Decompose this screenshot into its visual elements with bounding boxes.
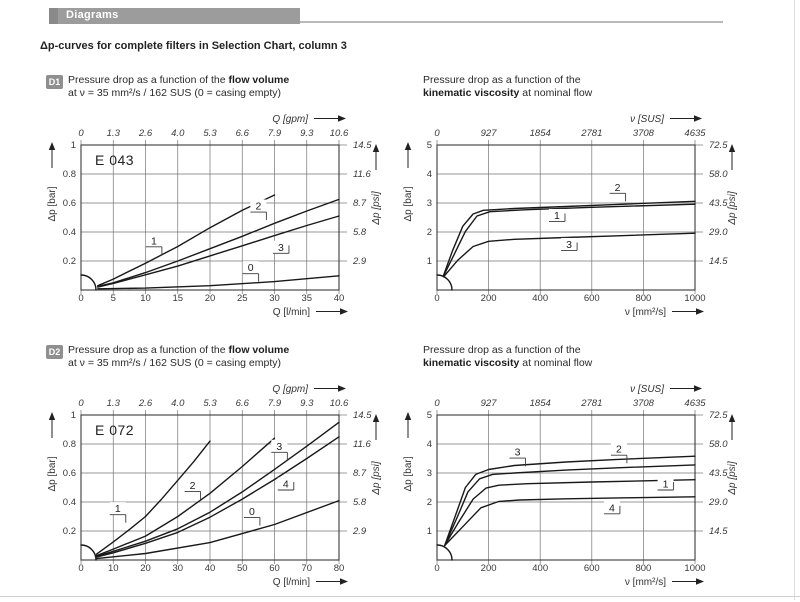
svg-text:1854: 1854 (529, 128, 551, 139)
svg-text:4635: 4635 (684, 398, 706, 409)
svg-text:0: 0 (78, 563, 84, 574)
svg-text:0: 0 (78, 398, 84, 409)
svg-text:0.4: 0.4 (62, 227, 76, 238)
svg-text:0.2: 0.2 (62, 256, 76, 267)
svg-text:0.4: 0.4 (62, 497, 76, 508)
svg-text:3708: 3708 (632, 398, 654, 409)
curve-4 (97, 437, 340, 557)
svg-text:3: 3 (514, 446, 521, 459)
svg-text:5: 5 (110, 293, 116, 304)
svg-text:58.0: 58.0 (709, 169, 728, 180)
svg-text:0: 0 (247, 262, 254, 275)
svg-text:3: 3 (566, 238, 573, 251)
header-rule (300, 21, 723, 23)
svg-text:Δp [bar]: Δp [bar] (47, 456, 58, 492)
svg-text:2.9: 2.9 (353, 526, 367, 537)
d1-right-heading (423, 74, 753, 100)
chart-d2-flow-volume (38, 382, 398, 597)
d1-left-heading-line2: at ν = 35 mm²/s / 162 SUS (0 = casing empty) (68, 87, 281, 99)
axis-arrow-icon (729, 144, 735, 170)
svg-text:1: 1 (70, 410, 76, 421)
section-header-bar (49, 8, 300, 24)
axis-arrow-icon (314, 115, 346, 121)
svg-text:800: 800 (635, 293, 652, 304)
svg-text:29.0: 29.0 (709, 227, 728, 238)
chart-svg-d1-flow (38, 112, 398, 327)
svg-text:0.2: 0.2 (62, 526, 76, 537)
curve-3 (97, 422, 340, 556)
d1-right-heading-line1: Pressure drop as a function of the (423, 74, 581, 86)
axis-arrow-icon (314, 385, 346, 391)
diagram-badge-d1: D1 (46, 75, 63, 89)
svg-text:Δp [psi]: Δp [psi] (371, 191, 382, 225)
svg-text:0: 0 (434, 293, 440, 304)
d1-left-heading-bold: flow volume (228, 74, 290, 86)
svg-text:600: 600 (583, 293, 600, 304)
svg-text:Q [l/min]: Q [l/min] (272, 577, 310, 588)
svg-text:400: 400 (532, 563, 549, 574)
svg-text:Δp [psi]: Δp [psi] (727, 191, 738, 225)
curve-2 (97, 438, 275, 556)
svg-text:7.9: 7.9 (267, 398, 282, 409)
diagram-badge-d2: D2 (46, 345, 63, 359)
d1-left-heading-pre: Pressure drop as a function of the (68, 74, 229, 86)
svg-text:9.3: 9.3 (300, 398, 314, 409)
svg-text:ν [SUS]: ν [SUS] (630, 114, 664, 125)
svg-text:4: 4 (426, 169, 432, 180)
svg-text:0.8: 0.8 (62, 169, 76, 180)
axis-arrow-icon (672, 308, 704, 314)
svg-text:14.5: 14.5 (709, 256, 728, 267)
svg-text:20: 20 (140, 563, 151, 574)
svg-text:Q [gpm]: Q [gpm] (272, 114, 308, 125)
svg-text:7.9: 7.9 (267, 128, 282, 139)
d2-left-heading-pre: Pressure drop as a function of the (68, 344, 229, 356)
svg-text:0.6: 0.6 (62, 468, 76, 479)
origin-arc (437, 275, 452, 290)
svg-text:4.0: 4.0 (171, 398, 185, 409)
svg-text:2: 2 (255, 200, 262, 213)
svg-text:Q [gpm]: Q [gpm] (272, 384, 308, 395)
svg-text:35: 35 (301, 293, 313, 304)
svg-text:20: 20 (204, 293, 216, 304)
svg-text:15: 15 (172, 293, 184, 304)
svg-text:4: 4 (426, 439, 432, 450)
curve-1 (445, 480, 695, 546)
svg-text:3: 3 (426, 468, 432, 479)
svg-text:800: 800 (635, 563, 652, 574)
svg-text:2.6: 2.6 (138, 128, 153, 139)
svg-text:6.6: 6.6 (235, 128, 249, 139)
svg-text:2781: 2781 (581, 128, 603, 139)
svg-text:14.5: 14.5 (353, 140, 372, 151)
axis-arrow-icon (49, 142, 55, 168)
origin-arc (437, 545, 452, 560)
svg-text:50: 50 (236, 563, 248, 574)
origin-arc (81, 545, 96, 560)
svg-text:2: 2 (615, 443, 622, 456)
curve-2 (445, 465, 695, 546)
svg-text:4: 4 (282, 478, 289, 491)
svg-text:0: 0 (434, 563, 440, 574)
svg-text:200: 200 (480, 293, 497, 304)
svg-text:400: 400 (532, 293, 549, 304)
svg-text:1854: 1854 (529, 398, 551, 409)
svg-text:Δp [bar]: Δp [bar] (403, 456, 414, 492)
svg-text:3708: 3708 (632, 128, 654, 139)
curve-2 (98, 199, 339, 286)
d1-right-heading-post: at nominal flow (519, 87, 593, 99)
svg-text:0.6: 0.6 (62, 198, 76, 209)
svg-text:10.6: 10.6 (329, 398, 349, 409)
svg-text:40: 40 (333, 293, 345, 304)
svg-text:ν [mm²/s]: ν [mm²/s] (624, 577, 666, 588)
svg-text:ν [mm²/s]: ν [mm²/s] (624, 307, 666, 318)
svg-text:1: 1 (150, 235, 157, 248)
d1-left-heading (68, 74, 398, 100)
chart-d1-flow-volume (38, 112, 398, 327)
d2-left-heading-bold: flow volume (228, 344, 290, 356)
d2-left-heading-line2: at ν = 35 mm²/s / 162 SUS (0 = casing empty) (68, 357, 281, 369)
page-subtitle: Δp-curves for complete filters in Selection Chart, column 3 (40, 40, 347, 52)
svg-text:80: 80 (333, 563, 345, 574)
svg-text:Δp [psi]: Δp [psi] (371, 461, 382, 495)
chart-svg-d2-flow (38, 382, 398, 597)
d2-right-heading (423, 344, 753, 370)
svg-text:ν [SUS]: ν [SUS] (630, 384, 664, 395)
svg-text:8.7: 8.7 (353, 468, 367, 479)
svg-text:4635: 4635 (684, 128, 706, 139)
d1-right-heading-bold: kinematic viscosity (423, 87, 520, 99)
svg-text:0: 0 (434, 398, 440, 409)
svg-text:10: 10 (107, 563, 119, 574)
svg-text:30: 30 (269, 293, 280, 304)
svg-text:1: 1 (554, 209, 560, 222)
svg-text:1: 1 (426, 256, 432, 267)
svg-text:14.5: 14.5 (353, 410, 372, 421)
axis-arrow-icon (672, 578, 704, 584)
svg-text:927: 927 (480, 398, 497, 409)
svg-text:25: 25 (236, 293, 248, 304)
svg-text:43.5: 43.5 (709, 198, 728, 209)
svg-text:1000: 1000 (684, 563, 706, 574)
svg-text:70: 70 (301, 563, 313, 574)
chart-svg-d2-viscosity (394, 382, 754, 597)
header-bar-accent (49, 8, 58, 24)
svg-text:3: 3 (276, 440, 283, 453)
svg-text:72.5: 72.5 (709, 140, 728, 151)
svg-text:2781: 2781 (581, 398, 603, 409)
svg-text:600: 600 (583, 563, 600, 574)
axis-arrow-icon (405, 412, 411, 438)
svg-text:4: 4 (609, 502, 615, 515)
svg-text:5.3: 5.3 (203, 398, 217, 409)
svg-text:E 072: E 072 (95, 422, 135, 438)
svg-text:5: 5 (426, 410, 432, 421)
axis-arrow-icon (373, 414, 379, 440)
plot-border (437, 415, 695, 560)
chart-d2-kinematic-viscosity (394, 382, 754, 597)
svg-text:6.6: 6.6 (235, 398, 249, 409)
svg-text:10.6: 10.6 (329, 128, 349, 139)
d2-right-heading-line1: Pressure drop as a function of the (423, 344, 581, 356)
svg-text:Δp [bar]: Δp [bar] (47, 186, 58, 222)
svg-text:200: 200 (480, 563, 497, 574)
svg-text:14.5: 14.5 (709, 526, 728, 537)
svg-text:58.0: 58.0 (709, 439, 728, 450)
svg-text:1.3: 1.3 (106, 128, 120, 139)
svg-text:927: 927 (480, 128, 497, 139)
svg-text:0: 0 (78, 293, 84, 304)
svg-text:11.6: 11.6 (353, 169, 371, 180)
d2-right-heading-bold: kinematic viscosity (423, 357, 520, 369)
svg-text:29.0: 29.0 (709, 497, 728, 508)
svg-text:Q [l/min]: Q [l/min] (272, 307, 310, 318)
svg-text:1000: 1000 (684, 293, 706, 304)
svg-text:Δp [psi]: Δp [psi] (727, 461, 738, 495)
svg-text:2.6: 2.6 (138, 398, 153, 409)
svg-text:4.0: 4.0 (171, 128, 185, 139)
svg-text:0: 0 (434, 128, 440, 139)
curve-4 (445, 497, 695, 546)
axis-arrow-icon (373, 144, 379, 170)
svg-text:Δp [bar]: Δp [bar] (403, 186, 414, 222)
svg-text:5.3: 5.3 (203, 128, 217, 139)
svg-text:1.3: 1.3 (106, 398, 120, 409)
chart-d1-kinematic-viscosity (394, 112, 754, 327)
svg-text:0.8: 0.8 (62, 439, 76, 450)
chart-svg-d1-viscosity (394, 112, 754, 327)
svg-text:8.7: 8.7 (353, 198, 367, 209)
svg-text:E 043: E 043 (95, 152, 135, 168)
svg-text:3: 3 (426, 198, 432, 209)
curve-0 (97, 501, 340, 559)
svg-text:10: 10 (140, 293, 151, 304)
svg-text:3: 3 (278, 241, 284, 254)
d2-left-heading (68, 344, 398, 370)
svg-text:0: 0 (249, 506, 255, 519)
axis-arrow-icon (670, 385, 702, 391)
svg-text:1: 1 (70, 140, 76, 151)
svg-text:2: 2 (614, 181, 621, 194)
svg-text:9.3: 9.3 (300, 128, 314, 139)
svg-text:40: 40 (204, 563, 216, 574)
svg-text:43.5: 43.5 (709, 468, 728, 479)
svg-text:2.9: 2.9 (353, 256, 367, 267)
svg-text:1: 1 (662, 478, 669, 491)
page-title: Diagrams (66, 9, 119, 21)
svg-text:5.8: 5.8 (353, 227, 367, 238)
axis-arrow-icon (729, 414, 735, 440)
axis-arrow-icon (316, 308, 348, 314)
svg-text:5: 5 (426, 140, 432, 151)
axis-arrow-icon (405, 142, 411, 168)
svg-text:60: 60 (269, 563, 280, 574)
svg-text:1: 1 (426, 526, 432, 537)
svg-text:0: 0 (78, 128, 84, 139)
svg-text:72.5: 72.5 (709, 410, 728, 421)
svg-text:2: 2 (426, 227, 432, 238)
origin-arc (81, 275, 96, 290)
svg-text:2: 2 (189, 479, 196, 492)
d2-right-heading-post: at nominal flow (519, 357, 593, 369)
svg-text:1: 1 (114, 503, 121, 516)
axis-arrow-icon (670, 115, 702, 121)
svg-text:2: 2 (426, 497, 432, 508)
axis-arrow-icon (49, 412, 55, 438)
page-edge-right (794, 0, 795, 600)
axis-arrow-icon (316, 578, 348, 584)
svg-text:5.8: 5.8 (353, 497, 367, 508)
svg-text:30: 30 (172, 563, 184, 574)
svg-text:11.6: 11.6 (353, 439, 371, 450)
